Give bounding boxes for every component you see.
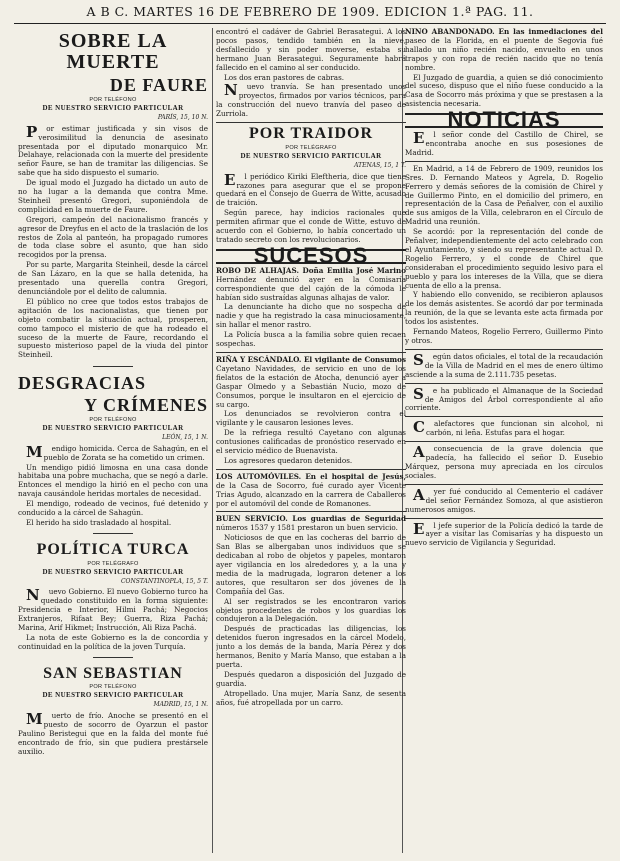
section-rule [216, 511, 406, 512]
column-2 [216, 28, 406, 855]
headline-faure-line1: SOBRE LA MUERTE [58, 30, 168, 73]
dateline-kicker: POR TELÉGRAFO [87, 560, 139, 567]
article-paragraph: Se acordó: por la representación del conde de Peñalver, independientemente del acto celebrado con el Ayuntamiento, y siendo su representante actual D. Rogelio Ferrero, y el conde de Chirel que consideraban el procedimiento seguido lesivo para el pueblo y para los intereses de la Villa, que se diera cuenta de ello a la prensa. [405, 227, 603, 290]
dateline-kicker: POR TELÉFONO [89, 684, 137, 691]
section-separator [18, 654, 208, 663]
section-rule [216, 352, 406, 353]
dateline: CONSTANTINOPLA, 15, 5 T. [120, 577, 208, 585]
article-paragraph: La denunciante ha dicho que no sospecha de nadie y que ha registrado la casa minuciosamente, sin hallar el menor rastro. [216, 302, 406, 330]
article-paragraph: Los denunciados se revolvieron contra el vigilante y le causaron lesiones leves. [216, 409, 406, 428]
article-paragraph: Por su parte, Margarita Steinheil, desde la cárcel de San Lázaro, en la que se halla detenida, ha presentado una querella contra Gregori, denunciándole por el delito de calumnia. [18, 260, 208, 297]
article-paragraph: De igual modo el Juzgado ha dictado un auto de no ha lugar a la demanda que contra Mme. Steinheil presentó Gregori, suponiéndola de complicidad en la muerte de Faure. [18, 178, 208, 214]
article-paragraph: Y habiendo ello convenido, se recibieron aplausos de los demás asistentes. Se acordó dar por terminada la reunión, de la que se levanta este acta firmada por todos los asistentes. [405, 290, 603, 327]
masthead: A B C. MARTES 16 DE FEBRERO DE 1909. EDICION 1.ª PAG. 11. [86, 4, 534, 19]
article-paragraph: Calefactores que funcionan sin alcohol, ni carbón, ni leña. Estufas para el hogar. [413, 418, 603, 438]
article-paragraph: El periódico Kiriki Eleftheria, dice que tiene razones para asegurar que el se propone quedará en el Consejo de Guerra de Witte, acusado de traición. [216, 170, 406, 208]
article-paragraph: encontró el cadáver de Gabriel Berasategui. A los pocos pasos, tendido también en la nieve, desfallecido y sin poder moverse, estaba su hermano Juan Berasategui. Seguramente habrá fallecido en el camino al ser conducido. [216, 28, 406, 72]
article-paragraph: El Juzgado de guardia, a quien se dió conocimiento del suceso, dispuso que el niño fuese conducido a la Casa de Socorro más próxima y que se prestasen a la asistencia necesaria. [405, 72, 603, 109]
article-paragraph: Por estimar justificada y sin visos de verosimilitud la denuncia de asesinato presentada por el diputado monarquico Mr. Delahaye, relacionada con la muerte del presidente señor Faure, se han de tramitar las diligencias. Se sabe que ha sido dispuesto el sumario. [18, 122, 208, 178]
column-divider-1 [212, 28, 213, 853]
masthead-rule [14, 23, 606, 24]
headline-desgracias-line2: Y CRÍMENES [84, 395, 208, 416]
article-paragraph: Atropellado. Una mujer, María Sanz, de sesenta años, fué atropellada por un carro. [216, 688, 406, 707]
article-paragraph: Según datos oficiales, el total de la recaudación de la Villa de Madrid en el mes de enero último asciende a la suma de 2.111.735 pesetas. [405, 350, 603, 379]
dateline-kicker: POR TELÉGRAFO [285, 144, 337, 151]
article-paragraph: Un mendigo pidió limosna en una casa donde habitaba una pobre muchacha, que se negó a darle. Entonces el mendigo la hirió en el pecho con una navaja causándole heridas mortales de necesidad. [18, 462, 208, 499]
headline-san-sebastian: SAN SEBASTIAN [43, 664, 183, 682]
article-paragraph: Después de practicadas las diligencias, los detenidos fueron ingresados en la cárcel Modelo, junto a los demás de la banda, María Pérez y dos hermanos, Benito y María Manso, que estaban a la puerta. [216, 624, 406, 669]
article-paragraph: NIÑO ABANDONADO. En las inmediaciones del paseo de la Florida, en el puente de Segovia fué hallado un niño recién nacido, envuelto en unos trapos y con ropa de recién nacido que no tenía nombre. [405, 28, 603, 72]
column-1 [18, 28, 208, 855]
dateline-service: DE NUESTRO SERVICIO PARTICULAR [240, 151, 382, 160]
section-rule [405, 383, 603, 384]
article-paragraph: Los dos eran pastores de cabras. [224, 72, 345, 82]
article-paragraph: El público no cree que todos estos trabajos de agitación de los nacionalistas, que tienen por objeto combatir la situación actual, prosperen, como tampoco el misterio de que ha rodeado el suceso de la muerte de Faure, recordando el supuesto misterioso papel de la viuda del pintor Steinheil. [18, 296, 208, 360]
dateline: MADRID, 15, 1 N. [153, 701, 208, 709]
dateline-service: DE NUESTRO SERVICIO PARTICULAR [42, 567, 184, 576]
section-rule [405, 161, 603, 162]
section-header-noticias: NOTICIAS [405, 113, 603, 128]
article-paragraph: Muerto de frío. Anoche se presentó en el puesto de socorro de Oyarzun el pastor Paulino Beristegui que en la falda del monte fué encontrado de frío, sin que pudiera prestársele auxilio. [18, 710, 208, 756]
headline-desgracias-line1: DESGRACIAS [18, 373, 147, 394]
dateline-service: DE NUESTRO SERVICIO PARTICULAR [42, 103, 184, 112]
article-paragraph: Ayer fué conducido al Cementerio el cadáver del señor Fernández Somoza, al que asistieron numerosos amigos. [405, 485, 603, 514]
section-separator [18, 530, 208, 539]
section-rule [216, 469, 406, 470]
article-paragraph: Fernando Mateos, Rogelio Ferrero, Guillermo Pinto y otros. [405, 327, 603, 345]
section-rule [405, 441, 603, 442]
article-paragraph: Mendigo homicida. Cerca de Sahagún, en el pueblo de Zorata se ha cometido un crimen. [26, 442, 208, 462]
article-paragraph: Aconsecuencia de la grave dolencia que padecía, ha fallecido el señor D. Eusebio Márquez, persona muy apreciada en los círculos sociales. [405, 443, 603, 480]
article-paragraph: Los agresores quedaron detenidos. [224, 455, 353, 465]
section-rule [405, 484, 603, 485]
headline-politica-turca: POLÍTICA TURCA [36, 540, 190, 558]
headline-faure-line2: DE FAURE [109, 75, 208, 95]
section-header-sucesos: SUCESOS [216, 249, 406, 264]
dateline-kicker: POR TELÉFONO [89, 416, 137, 423]
dateline-kicker: POR TELÉFONO [89, 96, 137, 103]
dateline-service: DE NUESTRO SERVICIO PARTICULAR [42, 691, 184, 700]
article-paragraph: Nuevo tranvía. Se han presentado unos proyectos, firmados por varios técnicos, para la construcción del nuevo tranvía del paseo de Zurriola. [216, 81, 406, 119]
section-rule [216, 122, 406, 123]
dateline: PARÍS, 15, 10 N. [157, 113, 208, 121]
article-paragraph: El señor conde del Castillo de Chirel, se encontraba anoche en sus posesiones de Madrid. [405, 129, 603, 157]
article-paragraph: ROBO DE ALHAJAS. Doña Emilia José Marino Hernández denunció ayer en la Comisaría correspondiente que del cajón de la cómoda le habían sido sustraídas algunas alhajas de valor. [216, 265, 406, 302]
headline-por-traidor: POR TRAIDOR [248, 125, 374, 143]
article-paragraph: Según parece, hay indicios racionales que permiten afirmar que el conde de Witte, estuvo de acuerdo con el Gobierno, lo había concertado un tratado secreto con los revolucionarios. [216, 208, 406, 245]
article-paragraph: En Madrid, a 14 de Febrero de 1909, reunidos los Sres. D. Fernando Mateos y Agrela, D. Rogelio Ferrero y demás señores de la comisión de Chirel y de Guillermo Pinto, en el domicilio del primero, en representación de la Casa de Peñalver, con el auxilio de sus amigos de la Villa, celebraron en el Círculo de Madrid una reunión. [405, 163, 603, 227]
article-paragraph: BUEN SERVICIO. Los guardias de Seguridad números 1537 y 1581 prestaron un buen servicio. [216, 514, 406, 533]
article-paragraph: LOS AUTOMÓVILES. En el hospital de Jesús, de la Casa de Socorro, fué curado ayer Vicente Trias Agudo, alcanzado en la carrera de Caballeros por el automóvil del conde de Romanones. [216, 471, 406, 508]
column-3 [405, 28, 603, 855]
article-paragraph: De la refriega resultó Cayetano con algunas contusiones calificadas de pronóstico reservado en el servicio médico de Buenavista. [216, 428, 406, 456]
article-paragraph: Gregori, campeón del nacionalismo francés y agresor de Dreyfus en el acto de la traslación de los restos de Zola al panteón, ha propagado rumores de toda clase sobre el asunto, que han sido recogidos por la prensa. [18, 214, 208, 260]
section-rule [405, 416, 603, 417]
article-paragraph: La nota de este Gobierno es la de concordia y continuidad en la política de la joven Turquía. [18, 632, 208, 651]
article-paragraph: RIÑA Y ESCÁNDALO. El vigilante de Consumos Cayetano Navidades, de servicio en uno de los fielatos de la estación de Atocha, denunció ayer a Gaspar Olmedo y a Sebastián Nucio, mozo de Consumos, porque le insultaron en el ejercicio de su cargo. [216, 354, 406, 409]
article-paragraph: Noticiosos de que en las cocheras del barrio de San Blas se albergaban unos individuos que se dedicaban al robo de objetos y papeles, montaron ayer vigilancia en los alrededores y, a la una y media de la madrugada, lograron detener a los autores, que resultaron ser dos jóvenes de la Compañía del Gas. [216, 533, 406, 596]
article-paragraph: Se ha publicado el Almanaque de la Sociedad de Amigos del Árbol correspondiente al año corriente. [405, 384, 603, 413]
section-rule [405, 518, 603, 519]
article-paragraph: Al ser registrados se les encontraron varios objetos procedentes de robos y los guardias los condujeron a la Delegación. [216, 596, 406, 624]
section-rule [405, 349, 603, 350]
section-separator [18, 362, 208, 371]
article-paragraph: La Policía busca a la familia sobre quien recaen sospechas. [216, 330, 406, 349]
article-paragraph: El herido ha sido trasladado al hospital. [26, 518, 172, 528]
dateline: LEÓN, 15, 1 N. [162, 433, 208, 441]
article-paragraph: El jefe superior de la Policía dedicó la tarde de ayer a visitar las Comisarías y ha dispuesto un nuevo servicio de Vigilancia y Seguridad. [405, 519, 603, 548]
article-paragraph: Después quedaron a disposición del Juzgado de guardia. [216, 669, 406, 688]
article-paragraph: El mendigo, rodeado de vecinos, fué detenido y conducido a la cárcel de Sahagún. [18, 499, 208, 518]
article-paragraph: Nuevo Gobierno. El nuevo Gobierno turco ha quedado constituido en la forma siguiente: Presidencia e Interior, Hilmi Pachá; Negocios Extranjeros, Rifaat Bey; Guerra, Riza Pachá; Marina, Arif Hikmet; Instrucción, Ali Riza Pachá. [18, 586, 208, 633]
dateline-service: DE NUESTRO SERVICIO PARTICULAR [42, 423, 184, 432]
dateline: ATENAS, 15, 1 T. [354, 161, 406, 169]
